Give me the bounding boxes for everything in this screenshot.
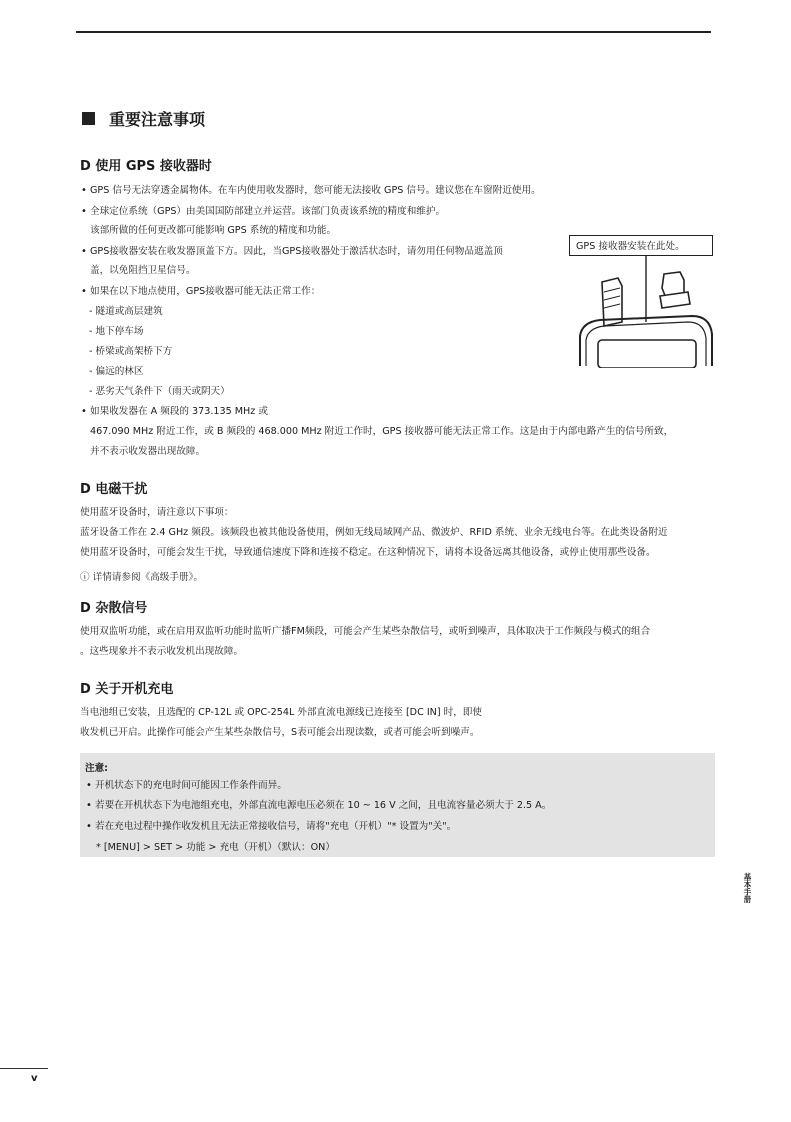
charging-line-2: 收发机已开启。此操作可能会产生某些杂散信号，S表可能会出现读数，或者可能会听到噪声。 bbox=[80, 727, 480, 738]
square-bullet-icon bbox=[82, 112, 95, 125]
gps-location-4: - 偏远的林区 bbox=[89, 366, 144, 377]
emi-line-3: 使用蓝牙设备时，可能会发生干扰，导致通信速度下降和连接不稳定。在这种情况下，请将本设备远离其他设备，或停止使用那些设备。 bbox=[80, 547, 656, 558]
page-number: v bbox=[31, 1073, 38, 1084]
emi-line-2: 蓝牙设备工作在 2.4 GHz 频段。该频段也被其他设备使用，例如无线局域网产品、微波炉、RFID 系统、业余无线电台等。在此类设备附近 bbox=[80, 527, 668, 538]
gps-line-2: • 全球定位系统（GPS）由美国国防部建立并运营。该部门负责该系统的精度和维护。 bbox=[90, 205, 445, 219]
gps-location-5: - 恶劣天气条件下（雨天或阴天） bbox=[89, 386, 230, 397]
charging-line-1: 当电池组已安装，且选配的 CP-12L 或 OPC-254L 外部直流电源线已连接至 [DC IN] 时，即使 bbox=[80, 707, 482, 718]
gps-line-13: 467.090 MHz 附近工作，或 B 频段的 468.000 MHz 附近工作时，GPS 接收器可能无法正常工作。这是由于内部电路产生的信号所致， bbox=[90, 426, 674, 437]
gps-location-2: - 地下停车场 bbox=[89, 326, 144, 337]
section-heading-emi: D 电磁干扰 bbox=[80, 482, 148, 497]
bottom-rule bbox=[0, 1068, 48, 1069]
gps-location-3: - 桥梁或高架桥下方 bbox=[89, 346, 173, 357]
notice-line-3: • 若在充电过程中操作收发机且无法正常接收信号，请将"充电（开机）"* 设置为"关"。 bbox=[95, 820, 456, 834]
spurious-line-2: 。这些现象并不表示收发机出现故障。 bbox=[80, 646, 244, 657]
gps-line-6: • 如果在以下地点使用，GPS接收器可能无法正常工作： bbox=[90, 285, 320, 299]
notice-line-4: * [MENU] > SET > 功能 > 充电（开机）（默认：ON） bbox=[96, 842, 335, 853]
gps-line-1: • GPS 信号无法穿透金属物体。在车内使用收发器时，您可能无法接收 GPS 信号。建议您在车窗附近使用。 bbox=[90, 184, 541, 198]
gps-location-1: - 隧道或高层建筑 bbox=[89, 306, 163, 317]
radio-top-illustration bbox=[576, 256, 716, 368]
notice-title: 注意: bbox=[85, 763, 109, 774]
section-heading-gps: D 使用 GPS 接收器时 bbox=[80, 159, 212, 174]
section-heading-charging: D 关于开机充电 bbox=[80, 682, 174, 697]
gps-line-4: • GPS接收器安装在收发器顶盖下方。因此，当GPS接收器处于激活状态时，请勿用任何物品遮盖顶 bbox=[90, 245, 503, 259]
gps-line-5: 盖，以免阻挡卫星信号。 bbox=[90, 265, 196, 276]
gps-line-12: • 如果收发器在 A 频段的 373.135 MHz 或 bbox=[90, 405, 268, 419]
gps-line-14: 并不表示收发器出现故障。 bbox=[90, 446, 206, 457]
gps-line-3: 该部所做的任何更改都可能影响 GPS 系统的精度和功能。 bbox=[90, 225, 337, 236]
gps-callout-label: GPS 接收器安装在此处。 bbox=[569, 235, 713, 256]
spurious-line-1: 使用双监听功能，或在启用双监听功能时监听广播FM频段，可能会产生某些杂散信号，或听到噪声，具体取决于工作频段与模式的组合 bbox=[80, 626, 651, 637]
section-heading-spurious: D 杂散信号 bbox=[80, 601, 148, 616]
side-tab: 基本手册 bbox=[743, 873, 752, 903]
notice-line-2: • 若要在开机状态下为电池组充电，外部直流电源电压必须在 10 ~ 16 V 之间，且电流容量必须大于 2.5 A。 bbox=[95, 799, 551, 813]
notice-line-1: • 开机状态下的充电时间可能因工作条件而异。 bbox=[95, 779, 287, 793]
page-title bbox=[82, 107, 205, 130]
top-rule bbox=[76, 31, 711, 33]
page-title-text: 重要注意事项 bbox=[109, 110, 206, 129]
emi-line-4: ⓘ 详情请参阅《高级手册》。 bbox=[80, 572, 203, 583]
emi-line-1: 使用蓝牙设备时，请注意以下事项： bbox=[80, 507, 234, 518]
